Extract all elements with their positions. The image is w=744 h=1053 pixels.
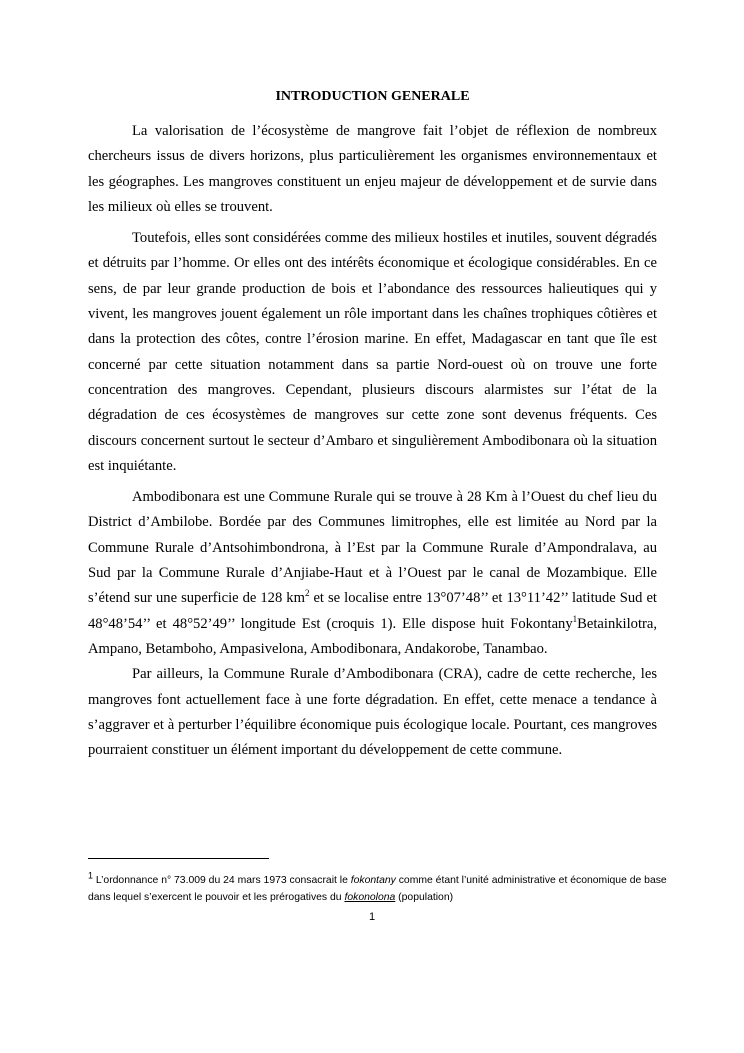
page-number: 1: [368, 911, 376, 923]
footnote-text-c: (population): [395, 892, 454, 903]
paragraph-3-part-a: Ambodibonara est une Commune Rurale qui se trouve à 28 Km à l’Ouest du chef lieu du District d’Ambilobe. Bordée par des Communes limitrophes, elle est limitée au Nord par la Commune Rurale d’Antsohimbondrona, à l’Est par la Commune Rurale d’Ampondralava, au Sud par la Commune Rurale d’Anjiabe-Haut et à l’Ouest par le canal de Mozambique. Elle s’étend sur une superficie de 128 km: [88, 489, 657, 607]
section-title: INTRODUCTION GENERALE: [275, 89, 470, 104]
paragraph-2: Toutefois, elles sont considérées comme des milieux hostiles et inutiles, souvent dégradés et détruits par l’homme. Or elles ont des intérêts économique et écologique considérables. En ce sens, de par leur grande production de bois et l’abondance des ressources halieutiques qui y vivent, les mangroves jouent également un rôle important dans les chaînes trophiques côtières et dans la protection des côtes, contre l’érosion marine. En effet, Madagascar en tant que île est concerné par cette situation notamment dans sa partie Nord-ouest où on trouve une forte concentration des mangroves. Cependant, plusieurs discours alarmistes sur l’état de la dégradation de ces écosystèmes de mangroves sur cette zone sont devenus fréquents. Ces discours concernent surtout le secteur d’Ambaro et singulièrement Ambodibonara où la situation est inquiétante.: [88, 230, 657, 474]
paragraph-3-part-b: et se localise entre 13°07’48’’ et 13°11’42’’ latitude Sud et 48°48’54’’ et 48°52’49’’ longitude Est (croquis 1). Elle dispose huit Fokontany: [88, 590, 657, 632]
document-body: [88, 88, 657, 769]
footnote-reference[interactable]: 1: [572, 613, 578, 624]
footnote-separator: [88, 858, 269, 859]
footnote: [88, 872, 668, 906]
superscript-squared: 2: [304, 588, 310, 599]
footnote-text-b: comme étant l’unité administrative et économique de base dans lequel s’exercent le pouvoir et les prérogatives du: [88, 875, 667, 903]
footnote-term-fokontany: fokontany: [350, 875, 396, 886]
footnote-term-fokonolona: fokonolona: [344, 892, 396, 903]
paragraph-4: Par ailleurs, la Commune Rurale d’Ambodibonara (CRA), cadre de cette recherche, les mangroves font actuellement face à une forte dégradation. En effet, cette menace a tendance à s’aggraver et à perturber l’équilibre économique puis écologique locale. Pourtant, ces mangroves pourraient constituer un élément important du développement de cette commune.: [88, 666, 657, 759]
footnote-marker: 1: [88, 870, 94, 881]
paragraph-1: La valorisation de l’écosystème de mangrove fait l’objet de réflexion de nombreux chercheurs issus de divers horizons, plus particulièrement les organismes environnementaux et les géographes. Les mangroves constituent un enjeu majeur de développement et de survie dans les milieux où elles se trouvent.: [88, 123, 657, 215]
paragraph-3-part-c: Betainkilotra, Ampano, Betamboho, Ampasivelona, Ambodibonara, Andakorobe, Tanambao.: [88, 615, 657, 657]
footnote-text-a: L’ordonnance n° 73.009 du 24 mars 1973 consacrait le: [93, 875, 351, 886]
paragraph-3: [88, 485, 657, 662]
